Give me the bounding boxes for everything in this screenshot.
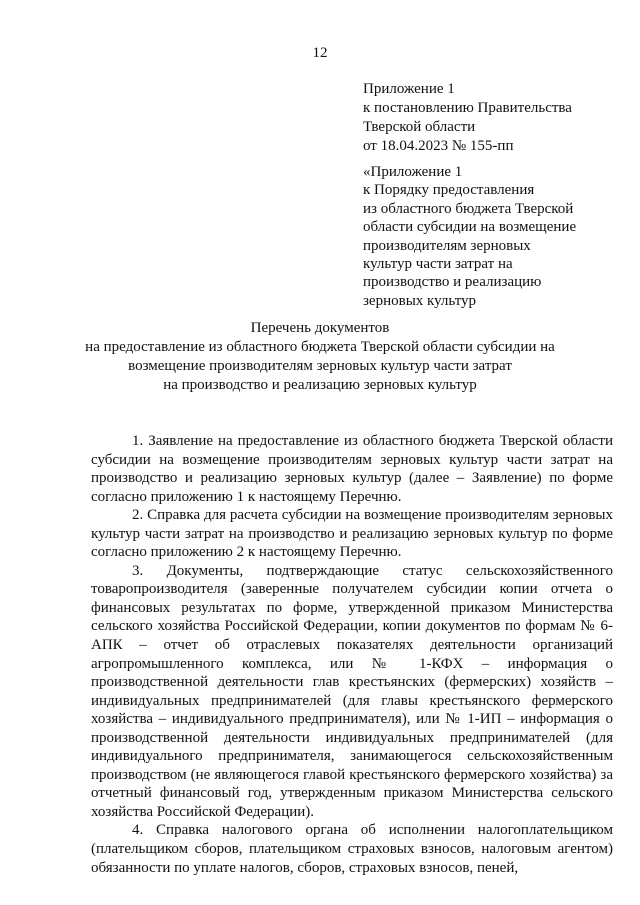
appendix-header-line: Приложение 1 [363,81,455,97]
inner-appendix-line: культур части затрат на [363,256,513,273]
inner-appendix-line: области субсидии на возмещение [363,219,577,236]
inner-appendix-line: производителям зерновых [363,237,531,254]
inner-appendix-line: зерновых культур [363,292,477,309]
title-line: на производство и реализацию зерновых культур [163,377,477,393]
list-item: 3. Документы, подтверждающие статус сельскохозяйственного товаропроизводителя (заверенные получателем субсидии копии отчета о финансовых результатах по форме, утвержденной приказом Министерства сельского хозяйства Российской Федерации, копии документов по формам № 6-АПК – отчет об отраслевых показателях деятельности организаций агропромышленного комплекса, или № 1-КФХ – информация о производственной деятельности глав крестьянских (фермерских) хозяйств – индивидуальных предпринимателей (для главы крестьянского фермерского хозяйства – индивидуального предпринимателя), или № 1-ИП – информация о производственной деятельности индивидуальных предпринимателей (для индивидуального предпринимателя, занимающегося сельскохозяйственным производством (не являющегося главой крестьянского фермерского хозяйства) за отчетный финансовый год, утвержденным приказом Министерства сельского хозяйства Российской Федерации). [91,562,613,820]
title-line: Перечень документов [250,320,390,336]
list-item: 4. Справка налогового органа об исполнении налогоплательщиком (плательщиком сборов, плательщиком страховых взносов, налоговым агентом) обязанности по уплате налогов, сборов, страховых взносов, пеней, [91,822,613,876]
inner-appendix-header [363,163,576,310]
appendix-header [363,80,572,156]
inner-appendix-line: производство и реализацию [363,274,542,291]
page-number: 12 [312,45,328,61]
inner-appendix-line: из областного бюджета Тверской [363,200,574,217]
list-item: 1. Заявление на предоставление из областного бюджета Тверской области субсидии на возмещение производителям зерновых культур части затрат на производство и реализацию зерновых культур (далее – Заявление) по форме согласно приложению 1 к настоящему Перечню. [91,433,613,505]
document-body [91,432,613,877]
list-item: 2. Справка для расчета субсидии на возмещение производителям зерновых культур части затрат на производство и реализацию зерновых культур по форме согласно приложению 2 к настоящему Перечню. [91,507,613,561]
inner-appendix-line: «Приложение 1 [363,164,463,180]
inner-appendix-line: к Порядку предоставления [363,182,535,199]
appendix-header-line: к постановлению Правительства [363,100,572,116]
title-line: возмещение производителям зерновых культур части затрат [128,358,512,374]
document-title [70,319,570,395]
appendix-header-line: от 18.04.2023 № 155-пп [363,138,514,154]
title-line: на предоставление из областного бюджета Тверской области субсидии на [85,339,555,355]
appendix-header-line: Тверской области [363,119,476,135]
